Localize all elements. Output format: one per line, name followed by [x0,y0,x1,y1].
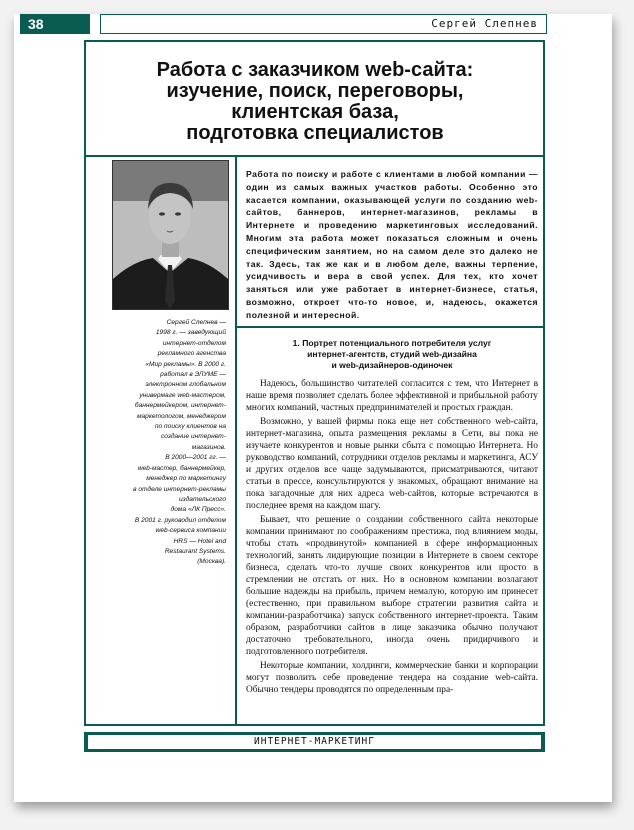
bio-line: рекламного агенства [157,350,226,358]
bio-line: интернет-отделом [162,339,226,347]
title-line: Работа с заказчиком web-сайта: [156,59,474,81]
bio-line: баннермейкером, интернет- [134,402,226,410]
section-heading-line: интернет-агентств, студий web-дизайна [307,349,477,359]
author-photo [112,160,229,310]
bio-line: в отделе интернет-рекламы [133,485,226,493]
bio-line: универмаге web-мастером, [139,391,226,399]
article-body [246,378,538,698]
bio-line: создание интернет- [160,433,226,441]
title-divider [84,155,545,157]
bio-line: маркетологом, менеджером [136,412,226,420]
bio-line: Сергей Слепнев — [166,319,226,326]
bio-line: web-мастер, баннермейкер, [137,464,226,472]
bio-line: дома «ЛК Пресс». [170,506,226,514]
author-portrait-illustration [113,161,228,309]
title-line: изучение, поиск, переговоры, [166,80,464,102]
bio-line: 1998 г. — заведующий [155,329,226,337]
section-label: ИНТЕРНЕТ-МАРКЕТИНГ [88,735,541,749]
page-footer [84,732,545,752]
bio-line: «Мир рекламы». В 2000 г. [145,360,226,368]
author-bar [100,14,547,34]
bio-line: (Москва). [197,558,226,566]
bio-line: В 2001 г. руководил отделом [134,516,226,524]
bio-line: HRS — Hotel and [173,537,226,545]
bio-line: web-сервиса компании [155,527,226,535]
bio-line: электронном глобальном [145,381,226,389]
section-heading-line: 1. Портрет потенциального потребителя услуг [292,338,492,348]
bio-line: менеджер по маркетингу [146,475,226,483]
author-bio [92,318,226,568]
title-line: клиентская база, [231,101,399,123]
bio-line: издательского [178,495,226,503]
title-line: подготовка специалистов [186,122,444,144]
section-heading [246,338,538,371]
article-title [92,60,538,144]
body-paragraph: Возможно, у вашей фирмы пока еще нет собственного web-сайта, интернет-магазина, опыта размещения рекламы в Сети, вы пока не изучаете конкурентов и новые рынки сбыта с помощью Интернета. Но руководство компаний, сотрудники отделов рекламы и маркетинга, АСУ и других отделов все чаще задумываются, присматриваются, читают статьи в прессе, консультируются у знакомых, обращают внимание на пока загадочные для них адреса web-сайтов, которые встречаются в последнее время на каждом шагу. [246,417,538,511]
bio-line: Restaurant Systems. [164,547,226,555]
body-paragraph: Бывает, что решение о создании собственного сайта некоторые компании принимают по соображениям престижа, под влиянием моды, чтобы стать «продвинутой» компанией в сфере информационных технологий, занять лидирующие позиции в Интернете в своем секторе бизнеса, сделать что-то лучше своих конкурентов или просто в стремлении не отстать от них. Но в основном компании возлагают большие надежды на прибыль, причем немалую, которую им принесет (естественно, при правильном выборе стратегии развития сайта и компании-разработчика) запуск собственного интернет-проекта. Таким образом, разработчики сайтов в лице заказчика обычно получают достаточно требовательного, иногда очень придирчивого и подготовленного потребителя. [246,515,538,657]
article-lead: Работа по поиску и работе с клиентами в любой компании — один из самых важных участков работы. Особенно это касается компании, оказывающей услуги по созданию web-сайтов, баннеров, интернет-магазинов, рекламы в Интернете и проведению маркетинговых исследований. Многим эта работа может показаться сложным и очень специфическим занятием, но на самом деле это далеко не так. Здесь, так же как и в любом деле, важны терпение, усидчивость и вера в свой успех. Для тех, кто хочет заняться или уже работает в интернет-бизнесе, статья, возможно, откроет что-то новое, и, надеюсь, окажется полезной и интересной. [246,169,538,320]
page-header [20,14,545,34]
body-paragraph: Некоторые компании, холдинги, коммерческие банки и корпорации могут позволить себе проведение тендера на создание web-сайта. Обычно тендеры проводятся по определенным пра- [246,661,538,695]
header-author: Сергей Слепнев [431,17,538,30]
section-heading-line: и web-дизайнеров-одиночек [331,360,453,370]
bio-line: по поиску клиентов на [154,423,226,431]
page-number: 38 [20,14,90,34]
bio-line: работал в ЭЛУМЕ — [160,371,226,379]
bio-line: В 2000—2001 гг. — [165,454,226,462]
bio-line: магазинов. [191,443,226,451]
body-paragraph: Надеюсь, большинство читателей согласится с тем, что Интернет в наше время позволяет сделать более эффективной и прибыльной работу многих компаний, частных предпринимателей и простых граждан. [246,379,538,413]
column-divider [235,155,237,726]
lead-divider [235,326,545,328]
